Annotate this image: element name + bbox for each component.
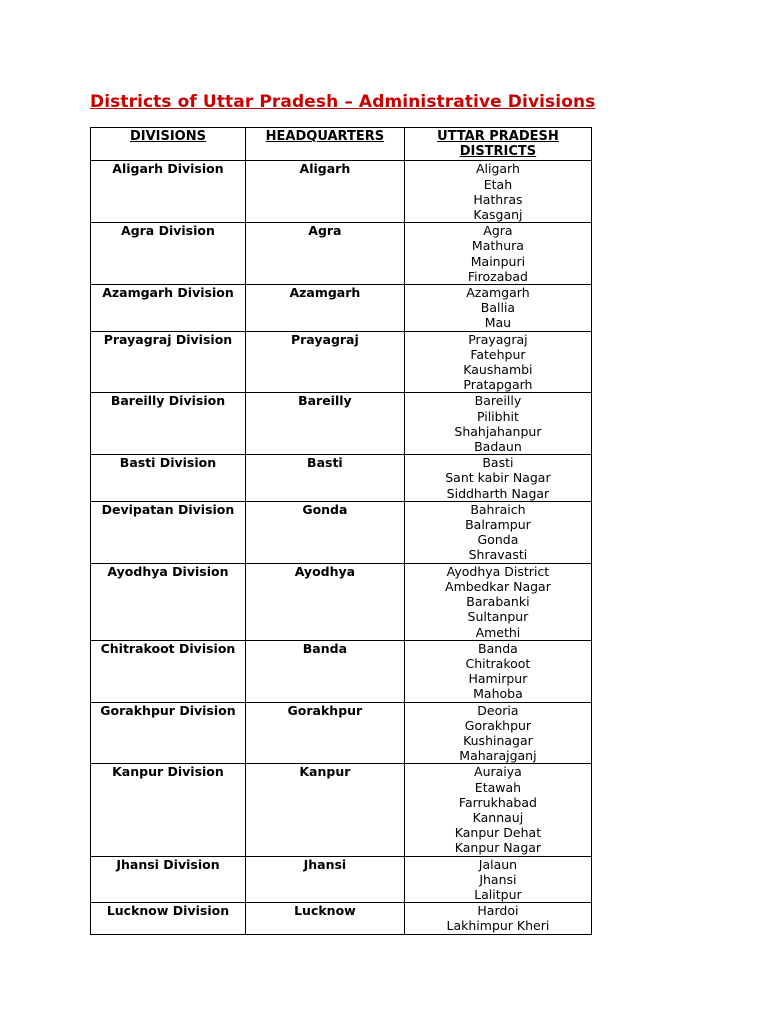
division-cell: Devipatan Division: [91, 501, 246, 563]
district-name: Bareilly: [474, 393, 522, 409]
district-name: Mahoba: [473, 686, 523, 702]
districts-cell: [404, 702, 591, 764]
district-name: Basti: [482, 455, 514, 471]
district-name: Aligarh: [475, 161, 520, 177]
table-row: [91, 331, 592, 393]
district-name: Maharajganj: [459, 748, 537, 764]
district-name: Mainpuri: [470, 253, 526, 269]
table-row: [91, 640, 592, 702]
district-name: Kushinagar: [463, 732, 533, 748]
division-cell: Bareilly Division: [91, 393, 246, 455]
district-name: Badaun: [474, 439, 522, 455]
header-divisions: DIVISIONS: [91, 128, 246, 161]
division-cell: Agra Division: [91, 223, 246, 285]
districts-cell: [404, 563, 591, 640]
district-name: Jalaun: [478, 856, 518, 872]
headquarters-cell: Azamgarh: [245, 285, 404, 332]
headquarters-cell: Basti: [245, 455, 404, 502]
header-row: [91, 128, 592, 161]
division-cell: Kanpur Division: [91, 764, 246, 856]
districts-cell: [404, 903, 591, 934]
headquarters-cell: Gorakhpur: [245, 702, 404, 764]
table-row: [91, 223, 592, 285]
district-name: Lalitpur: [474, 886, 522, 902]
district-name: Kasganj: [473, 207, 523, 223]
district-name: Etah: [483, 176, 513, 192]
headquarters-cell: Ayodhya: [245, 563, 404, 640]
districts-cell: [404, 331, 591, 393]
header-districts-line1: UTTAR PRADESH: [437, 129, 559, 144]
district-name: Shahjahanpur: [454, 423, 542, 439]
division-cell: Gorakhpur Division: [91, 702, 246, 764]
district-name: Farrukhabad: [458, 794, 537, 810]
district-name: Bahraich: [470, 501, 526, 517]
district-name: Kaushambi: [463, 362, 533, 378]
header-districts: [404, 128, 591, 161]
division-cell: Lucknow Division: [91, 903, 246, 934]
districts-cell: [404, 393, 591, 455]
district-name: Siddharth Nagar: [446, 485, 550, 501]
headquarters-cell: Agra: [245, 223, 404, 285]
table-row: [91, 393, 592, 455]
district-name: Firozabad: [467, 268, 528, 284]
table-row: [91, 501, 592, 563]
district-name: Deoria: [477, 702, 519, 718]
district-name: Jhansi: [479, 871, 517, 887]
district-name: Pratapgarh: [463, 377, 533, 393]
table-row: [91, 285, 592, 332]
district-name: Azamgarh: [466, 285, 530, 301]
district-name: Barabanki: [466, 594, 530, 610]
district-name: Kanpur Dehat: [454, 825, 542, 841]
headquarters-cell: Aligarh: [245, 161, 404, 223]
table-row: [91, 903, 592, 934]
district-name: Kannauj: [472, 809, 524, 825]
districts-cell: [404, 223, 591, 285]
district-name: Lakhimpur Kheri: [446, 918, 550, 934]
districts-cell: [404, 501, 591, 563]
district-name: Ayodhya District: [446, 563, 550, 579]
district-name: Hamirpur: [468, 671, 528, 687]
headquarters-cell: Jhansi: [245, 856, 404, 903]
district-name: Mau: [484, 315, 512, 331]
division-cell: Prayagraj Division: [91, 331, 246, 393]
table-row: [91, 702, 592, 764]
district-name: Hathras: [473, 191, 523, 207]
district-name: Sant kabir Nagar: [445, 470, 551, 486]
district-name: Gorakhpur: [464, 717, 532, 733]
table-row: [91, 764, 592, 856]
divisions-table: [90, 127, 592, 935]
page-title: Districts of Uttar Pradesh – Administrative Divisions: [90, 92, 596, 112]
district-name: Amethi: [475, 624, 521, 640]
district-name: Hardoi: [477, 903, 519, 919]
division-cell: Aligarh Division: [91, 161, 246, 223]
headquarters-cell: Prayagraj: [245, 331, 404, 393]
districts-cell: [404, 764, 591, 856]
districts-cell: [404, 640, 591, 702]
district-name: Ambedkar Nagar: [445, 578, 551, 594]
district-name: Sultanpur: [467, 609, 529, 625]
district-name: Banda: [478, 640, 518, 656]
headquarters-cell: Lucknow: [245, 903, 404, 934]
table-row: [91, 455, 592, 502]
district-name: Shravasti: [468, 547, 528, 563]
district-name: Mathura: [471, 238, 524, 254]
district-name: Fatehpur: [470, 346, 526, 362]
districts-cell: [404, 856, 591, 903]
district-name: Chitrakoot: [465, 655, 531, 671]
table-body: [91, 161, 592, 934]
districts-cell: [404, 455, 591, 502]
table-row: [91, 161, 592, 223]
district-name: Etawah: [474, 779, 522, 795]
division-cell: Basti Division: [91, 455, 246, 502]
header-headquarters: HEADQUARTERS: [245, 128, 404, 161]
headquarters-cell: Bareilly: [245, 393, 404, 455]
district-name: Auraiya: [474, 764, 522, 780]
district-name: Kanpur Nagar: [454, 840, 542, 856]
table-row: [91, 563, 592, 640]
district-name: Agra: [483, 223, 513, 239]
district-name: Gonda: [477, 532, 519, 548]
header-districts-line2: DISTRICTS: [459, 144, 537, 160]
district-name: Ballia: [480, 300, 516, 316]
headquarters-cell: Kanpur: [245, 764, 404, 856]
division-cell: Chitrakoot Division: [91, 640, 246, 702]
division-cell: Azamgarh Division: [91, 285, 246, 332]
district-name: Balrampur: [465, 517, 531, 533]
district-name: Prayagraj: [468, 331, 528, 347]
headquarters-cell: Banda: [245, 640, 404, 702]
headquarters-cell: Gonda: [245, 501, 404, 563]
table-row: [91, 856, 592, 903]
division-cell: Jhansi Division: [91, 856, 246, 903]
districts-cell: [404, 285, 591, 332]
district-name: Pilibhit: [476, 408, 519, 424]
table-header: [91, 128, 592, 161]
division-cell: Ayodhya Division: [91, 563, 246, 640]
districts-cell: [404, 161, 591, 223]
